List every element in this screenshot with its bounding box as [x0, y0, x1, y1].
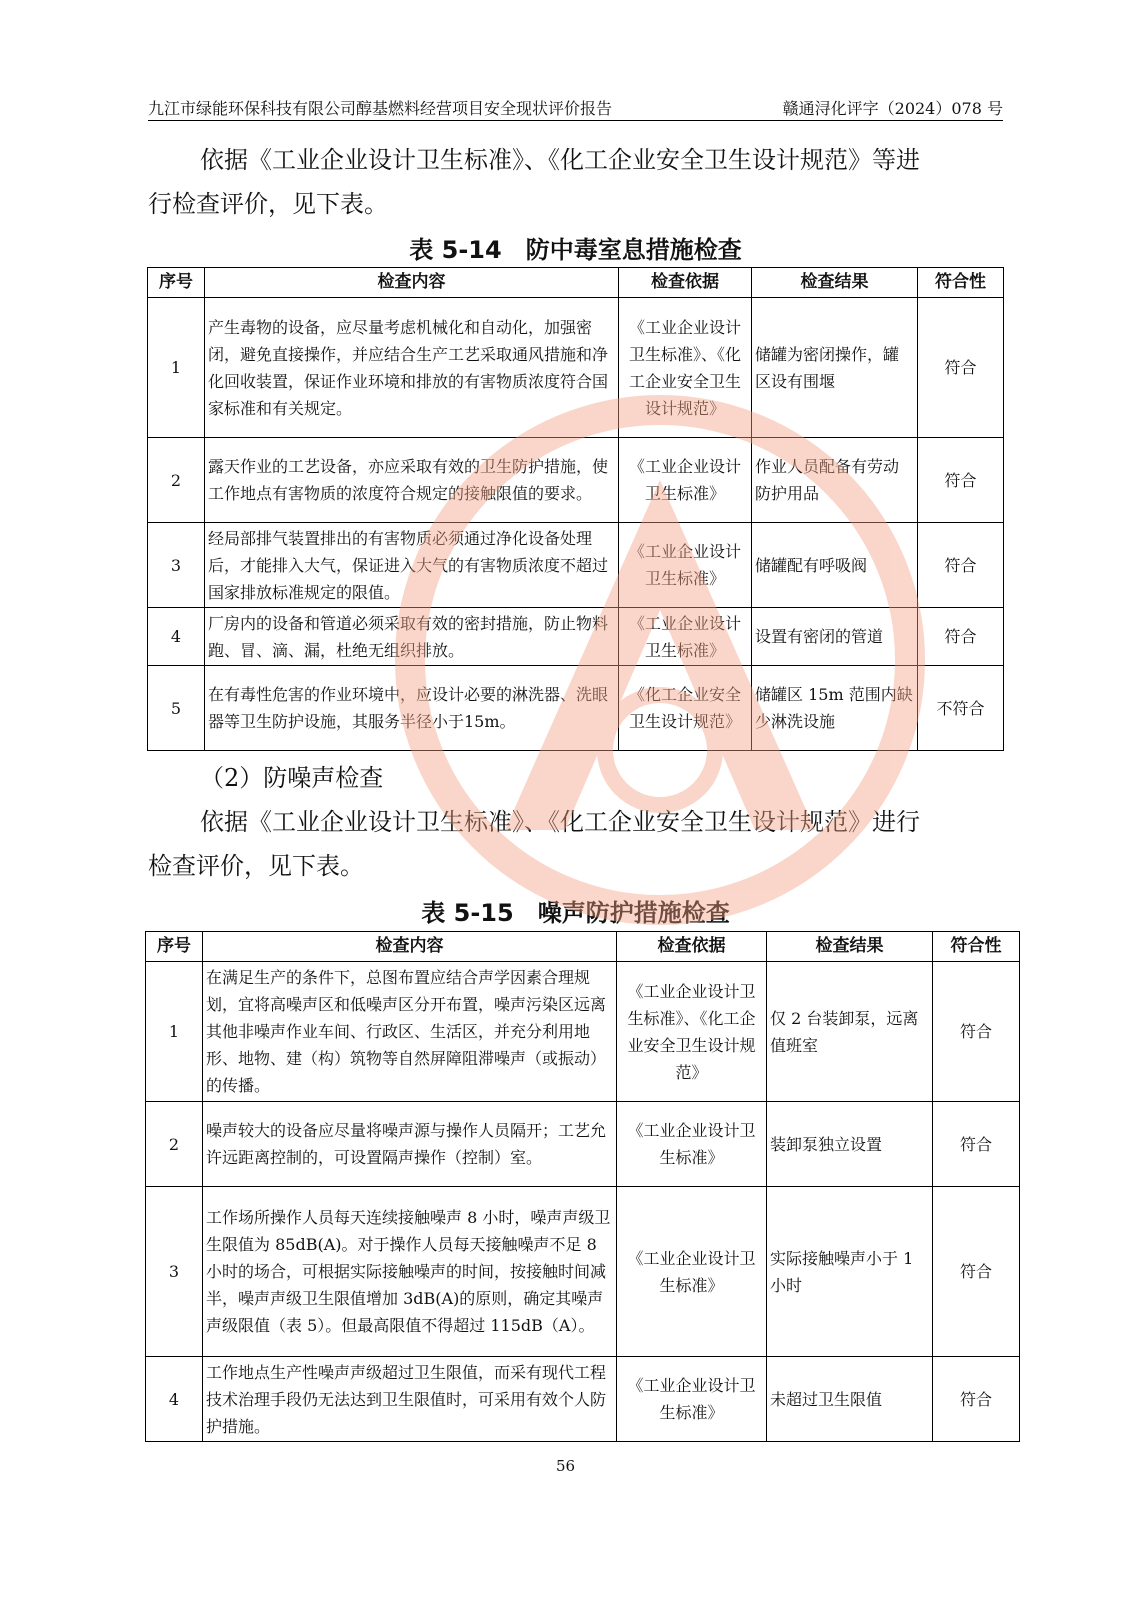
row-content: 厂房内的设备和管道必须采取有效的密封措施，防止物料跑、冒、滴、漏，杜绝无组织排放。 — [205, 608, 619, 666]
row-result: 设置有密闭的管道 — [752, 608, 918, 666]
row-basis: 《工业企业设计卫生标准》 — [617, 1357, 767, 1442]
row-basis: 《工业企业设计卫生标准》、《化工企业安全卫生设计规范》 — [617, 962, 767, 1102]
row-basis: 《工业企业设计卫生标准》、《化工企业安全卫生设计规范》 — [619, 298, 752, 438]
row-result: 实际接触噪声小于 1 小时 — [767, 1187, 933, 1357]
table2-caption: 表 5-15 噪声防护措施检查 — [421, 899, 730, 927]
row-basis: 《化工企业安全卫生设计规范》 — [619, 666, 752, 751]
row-basis: 《工业企业设计卫生标准》 — [619, 438, 752, 523]
page-header — [148, 96, 1003, 121]
row-content: 经局部排气装置排出的有害物质必须通过净化设备处理后，才能排入大气，保证进入大气的有害物质浓度不超过国家排放标准规定的限值。 — [205, 523, 619, 608]
row-number: 3 — [148, 523, 205, 608]
table-row — [146, 1187, 1020, 1357]
table2-header-row — [146, 932, 1020, 962]
table-row — [148, 298, 1004, 438]
section2-title: （2）防噪声检查 — [200, 764, 384, 792]
row-content: 工作地点生产性噪声声级超过卫生限值，而采有现代工程技术治理手段仍无法达到卫生限值时，可采用有效个人防护措施。 — [203, 1357, 617, 1442]
table1-header-conform: 符合性 — [918, 268, 1004, 298]
row-conform: 符合 — [918, 523, 1004, 608]
intro-line-1: 依据《工业企业设计卫生标准》、《化工企业安全卫生设计规范》等进 — [200, 146, 920, 174]
table2-header-result: 检查结果 — [767, 932, 933, 962]
row-result: 储罐区 15m 范围内缺少淋洗设施 — [752, 666, 918, 751]
table-row — [148, 523, 1004, 608]
row-conform: 符合 — [918, 298, 1004, 438]
row-number: 4 — [148, 608, 205, 666]
table2-header-no: 序号 — [146, 932, 203, 962]
row-content: 在有毒性危害的作业环境中，应设计必要的淋洗器、洗眼器等卫生防护设施，其服务半径小于15m。 — [205, 666, 619, 751]
row-conform: 符合 — [933, 1102, 1020, 1187]
row-result: 作业人员配备有劳动防护用品 — [752, 438, 918, 523]
table-noise — [145, 931, 1020, 1442]
table-row — [146, 1357, 1020, 1442]
row-content: 噪声较大的设备应尽量将噪声源与操作人员隔开；工艺允许远距离控制的，可设置隔声操作（控制）室。 — [203, 1102, 617, 1187]
row-conform: 符合 — [918, 438, 1004, 523]
row-conform: 符合 — [933, 1187, 1020, 1357]
table1-header-content: 检查内容 — [205, 268, 619, 298]
table1-caption: 表 5-14 防中毒室息措施检查 — [409, 236, 742, 264]
header-title: 九江市绿能环保科技有限公司醇基燃料经营项目安全现状评价报告 — [148, 99, 613, 118]
header-doc-number: 赣通浔化评字（2024）078 号 — [782, 99, 1003, 118]
table1-header-no: 序号 — [148, 268, 205, 298]
row-content: 产生毒物的设备，应尽量考虑机械化和自动化，加强密闭，避免直接操作，并应结合生产工艺采取通风措施和净化回收装置，保证作业环境和排放的有害物质浓度符合国家标准和有关规定。 — [205, 298, 619, 438]
row-basis: 《工业企业设计卫生标准》 — [617, 1102, 767, 1187]
table2-header-conform: 符合性 — [933, 932, 1020, 962]
row-number: 5 — [148, 666, 205, 751]
row-result: 储罐配有呼吸阀 — [752, 523, 918, 608]
row-conform: 符合 — [933, 1357, 1020, 1442]
row-basis: 《工业企业设计卫生标准》 — [619, 608, 752, 666]
row-content: 工作场所操作人员每天连续接触噪声 8 小时，噪声声级卫生限值为 85dB(A)。对于操作人员每天接触噪声不足 8 小时的场合，可根据实际接触噪声的时间，按接触时间减半，噪声声级卫生限值增加 3dB(A)的原则，确定其噪声声级限值（表 5）。但最高限值不得超过 115dB（A）。 — [203, 1187, 617, 1357]
row-conform: 不符合 — [918, 666, 1004, 751]
table2-header-basis: 检查依据 — [617, 932, 767, 962]
table1-header-basis: 检查依据 — [619, 268, 752, 298]
row-content: 在满足生产的条件下，总图布置应结合声学因素合理规划，宜将高噪声区和低噪声区分开布置，噪声污染区远离其他非噪声作业车间、行政区、生活区，并充分利用地形、地物、建（构）筑物等自然屏障阻滞噪声（或振动）的传播。 — [203, 962, 617, 1102]
row-result: 装卸泵独立设置 — [767, 1102, 933, 1187]
intro-line-2: 行检查评价，见下表。 — [148, 190, 388, 218]
row-number: 2 — [148, 438, 205, 523]
row-number: 1 — [146, 962, 203, 1102]
row-result: 储罐为密闭操作，罐区设有围堰 — [752, 298, 918, 438]
section2-line-2: 检查评价，见下表。 — [148, 852, 364, 880]
table-row — [148, 666, 1004, 751]
row-number: 3 — [146, 1187, 203, 1357]
row-conform: 符合 — [918, 608, 1004, 666]
row-basis: 《工业企业设计卫生标准》 — [617, 1187, 767, 1357]
table1-header-result: 检查结果 — [752, 268, 918, 298]
row-result: 仅 2 台装卸泵，远离值班室 — [767, 962, 933, 1102]
section2-line-1: 依据《工业企业设计卫生标准》、《化工企业安全卫生设计规范》进行 — [200, 808, 920, 836]
row-conform: 符合 — [933, 962, 1020, 1102]
table-anti-poison — [147, 267, 1004, 751]
row-basis: 《工业企业设计卫生标准》 — [619, 523, 752, 608]
table-row — [146, 1102, 1020, 1187]
table1-header-row — [148, 268, 1004, 298]
row-content: 露天作业的工艺设备，亦应采取有效的卫生防护措施，使工作地点有害物质的浓度符合规定的接触限值的要求。 — [205, 438, 619, 523]
page-number: 56 — [555, 1457, 576, 1475]
row-number: 2 — [146, 1102, 203, 1187]
row-number: 1 — [148, 298, 205, 438]
table-row — [148, 438, 1004, 523]
table-row — [146, 962, 1020, 1102]
row-number: 4 — [146, 1357, 203, 1442]
row-result: 未超过卫生限值 — [767, 1357, 933, 1442]
table2-header-content: 检查内容 — [203, 932, 617, 962]
table-row — [148, 608, 1004, 666]
